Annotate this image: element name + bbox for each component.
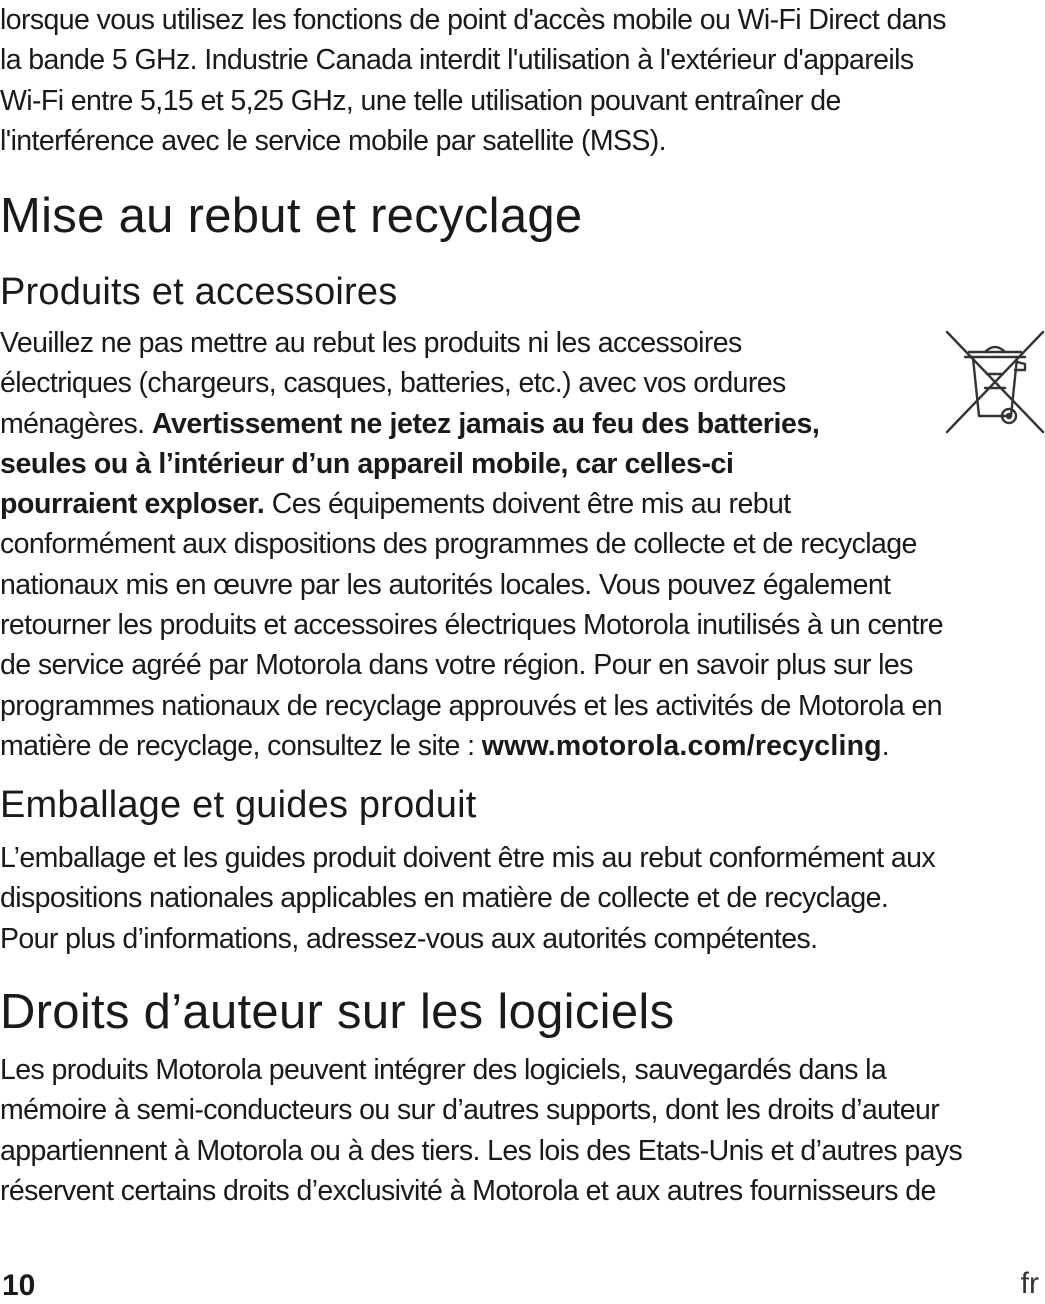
text-fragment: matière de recyclage, consultez le site : — [0, 729, 482, 762]
language-code: fr — [1020, 1267, 1039, 1300]
crossed-out-wheelie-bin-icon — [945, 330, 1045, 434]
text-line — [0, 444, 943, 484]
text-line: lorsque vous utilisez les fonctions de point d'accès mobile ou Wi-Fi Direct dans — [0, 4, 946, 36]
text-fragment: Ces équipements doivent être mis au rebut — [264, 488, 791, 521]
text-line: l'interférence avec le service mobile par satellite (MSS). — [0, 124, 666, 157]
text-line: Les produits Motorola peuvent intégrer des logiciels, sauvegardés dans la — [0, 1054, 887, 1086]
text-line: électriques (chargeurs, casques, batteries, etc.) avec vos ordures — [0, 367, 786, 400]
intro-paragraph — [0, 0, 946, 161]
text-line: Wi-Fi entre 5,15 et 5,25 GHz, une telle utilisation pouvant entraîner de — [0, 84, 841, 117]
section-heading-disposal: Mise au rebut et recyclage — [0, 189, 583, 243]
text-line: la bande 5 GHz. Industrie Canada interdit l'utilisation à l'extérieur d'appareils — [0, 44, 914, 77]
text-line — [0, 484, 943, 524]
recycling-link[interactable]: www.motorola.com/recycling — [481, 729, 882, 762]
text-line: mémoire à semi-conducteurs ou sur d’autres supports, dont les droits d’auteur — [0, 1094, 940, 1127]
text-line: appartiennent à Motorola ou à des tiers. Les lois des Etats-Unis et d’autres pays — [0, 1134, 963, 1167]
text-line: Pour plus d’informations, adressez-vous aux autorités compétentes. — [0, 922, 818, 955]
text-line: retourner les produits et accessoires électriques Motorola inutilisés à un centre — [0, 609, 944, 642]
text-line — [0, 404, 943, 444]
warning-text: Avertissement ne jetez jamais au feu des batteries, — [151, 407, 820, 440]
page-number: 10 — [2, 1269, 36, 1302]
subheading-products: Produits et accessoires — [0, 271, 398, 313]
text-fragment: ménagères. — [0, 407, 152, 440]
section-heading-copyright: Droits d’auteur sur les logiciels — [0, 985, 675, 1039]
copyright-paragraph — [0, 1050, 962, 1211]
text-line: Veuillez ne pas mettre au rebut les produits ni les accessoires — [0, 327, 742, 359]
text-line: réservent certains droits d’exclusivité à Motorola et aux autres fournisseurs de — [0, 1174, 936, 1207]
warning-text: seules ou à l’intérieur d’un appareil mobile, car celles-ci — [0, 447, 734, 480]
text-line: L’emballage et les guides produit doivent être mis au rebut conformément aux — [0, 842, 936, 874]
text-line: dispositions nationales applicables en matière de collecte et de recyclage. — [0, 882, 889, 915]
text-fragment: . — [881, 729, 890, 762]
text-line: conformément aux dispositions des programmes de collecte et de recyclage — [0, 528, 917, 561]
products-paragraph — [0, 323, 943, 766]
text-line: de service agréé par Motorola dans votre région. Pour en savoir plus sur les — [0, 649, 913, 682]
subheading-packaging: Emballage et guides produit — [0, 784, 477, 826]
packaging-paragraph — [0, 838, 935, 959]
warning-text: pourraient exploser. — [0, 488, 265, 521]
text-line: nationaux mis en œuvre par les autorités locales. Vous pouvez également — [0, 568, 891, 601]
text-line: programmes nationaux de recyclage approuvés et les activités de Motorola en — [0, 689, 942, 722]
text-line — [0, 726, 943, 766]
